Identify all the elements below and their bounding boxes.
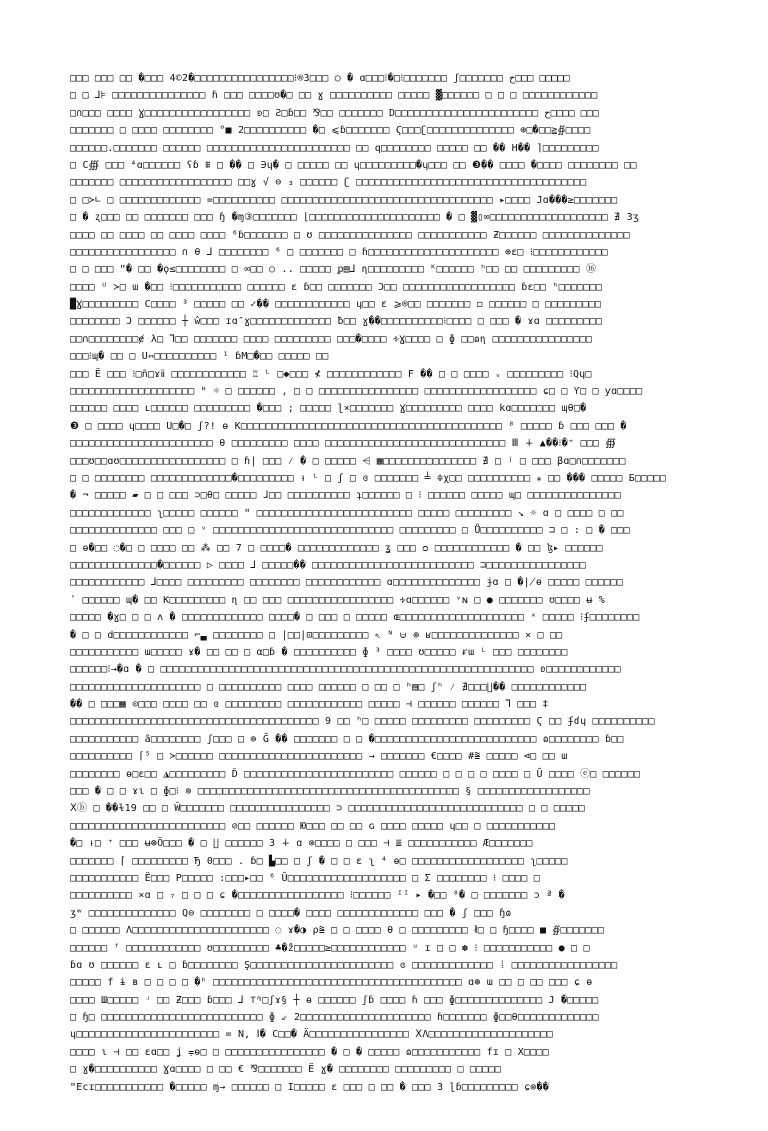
text-line: □ □ □□□ ʺ� □□ �ϙ≤□□□□□□□□ □ ∞□□ ○ .. □□□□□ ᵱ▤⅃ ɳ□□□□□□□□□ ᴷ□□□□□□ ʰ□□ □□ □□□□□□□□□ ⑯ [70, 264, 597, 276]
text-line: ɓɑ ʊ □□□□□□ ɛ ʟ □ ɓ□□□□□□□□ Ş□□□□□□□□□□□□□□□□□□□□□□□ ɞ □□□□□□□□□□□□□ ⁞ □□□□□□□□□□□□□□□□□ [70, 959, 618, 971]
text-line: □□□□□□□□□□□□□□□□□□□□□□□□□□□□□□□□□□□□□□□□ 9 □□ ʰ□ □□□□□ □□□□□□□□□ □□□□□□□□□ Ϛ □□ ʄɗɥ □□□□□□□□□□ [70, 716, 655, 728]
text-line: □□□□□□□□□□□□□□□□□ ∩ θ ⅃ □□□□□□□□ ⁶ □ □□□□□□□ □ ɦ□□□□□□□□□□□□□□□□□□□□□ ⊕ɛ□ ⁝□□□□□□□□□□□□ [70, 246, 608, 258]
text-line: □ � ʐ□□□ □□ □□□□□□□ □□□ ɧ �ɱ③□□□□□□□ ⌊□□□□□□□□□□□□□□□□□□□□□ � □ ▓▯∞□□□□□□□□□□□□□□□□□□□ ∄ 3ʒ [70, 212, 640, 224]
text-line: □□□□□□□ □ □□□□ □□□□□□□□ °■ 2□□□□□□□□□□ �□ ⩽ɓ□□□□□□□ Ϛ□□□ʗ□□□□□□□□□□□□□□ ⊕□�□□≧∯□□□□ [70, 125, 591, 137]
text-line: □□□ � □ □ ɤɩ □ ɸ□⁝ ⊚ □□□□□□□□□□□□□□□□□□□□□□□□□□□□□□□□□□□□□□□□□□ § □□□□□□□□□□□□□□□□□□ [70, 786, 590, 798]
text-line: □□□□□□ ᶠ □□□□□□□□□□□□ ʊ□□□□□□□□□ ♣�ẑ□□□□□≥□□□□□□□□□□□□ ᵘ ɪ □ □ ✽ ⁝ □□□□□□□□□□□ ● □ □ [70, 942, 590, 954]
text-line: □ ɵ�□□ ◌�□ □ □□□□ □□ ⁂ □□ 7 □ □□□□� □□□□□□□□□□□□□ ʓ □□□ ᴑ □□□□□□□□□□□□ � □□ ɮ▸ □□□□□□ [70, 542, 603, 554]
text-line: ʺEcɪ□□□□□□□□□□□ �□□□□□ ɱ→ □□□□□□ □ I□□□□□ ɛ □□□ □ □□ � □□□ 3 ɭɓ□□□□□□□□□ ɕ⊗�� [70, 1081, 549, 1093]
text-line: □□□□ □□ □□□□ □□ □□□□ □□□□ ⁶ɓ□□□□□□□ □ ʊ □□□□□□□□□□□□□□□ □□□□□□□□□□□ Ƶ□□□□□□ □□□□□□□□□□□□□□ [70, 229, 630, 241]
text-line: ɥ□□□□□□□□□□□□□□□□□□□□□□□ = N, Ⅰ� C□□� Ä□□□□□□□□□□□□□□□□ ⅩɅ□□□□□□□□□□□□□□□□□□□□ [70, 1029, 553, 1041]
text-line: □□□□□□□□□□□□□□�□□□□□□ ▷ □□□□ ⅃ □□□□□�� □□□□□□□□□□□□□□□□□□□□□□□□□□ ⊐□□□□□□□□□□□□□□□□ [70, 559, 586, 571]
text-line: Ⅹⓑ □ ��ɫ19 □□ □ Ŵ□□□□□□□ □□□□□□□□□□□□□□□□ ⊃ □□□□□□□□□□□□□□□□□□□□□□□□□□□□ □ □ □□□□□ [70, 803, 585, 815]
text-line: □ C∰ □□□ ⁴ɑ□□□□□□ ʕɓ ⩩ □ �� □ ∋ɥ� □ □□□□□ □□ ɥ□□□□□□□□□�ɥ□□□ □□ ❸�� □□□□ �□□□□ □□□□□□□□ □□ [70, 159, 637, 171]
text-line: □□□□□□□□□□□□□□□□□□□□ ᴴ ☼ □ □□□□□□ , □ □ □□□□□□□□□□□□□□□□ □□□□□□□□□□□□□□□□□□ ɕ□ □ Ƴ□ □ ƴɑ□□□□ [70, 386, 643, 398]
text-line: □ □ □□□□□□□□ □□□□□□□□□□□□□�□□□□□□□□□ ᵼ ᴸ □ ʃ □ ɞ □□□□□□□ ╧ ≑χ□□ □□□□□□□□□□ ⁎ □□ ��� □□□□□ Б□□□□□ [70, 472, 667, 484]
text-line: ʒʷ □□□□□□□□□□□□□□ Q⊖ □□□□□□□□ □ □□□□� □□□□ □□□□□□□□□□□□□ □□□ � ʃ □□□ ɧɷ [70, 907, 512, 919]
text-line: □ □ ⅃⊧ □□□□□□□□□□□□□□□ ɦ □□□ □□□□ʊ�□ □□ ɣ □□□□□□□□□□ □□□□□ ▓□□□□□□ □ □ □ □□□□□□□□□□□□ [70, 90, 598, 102]
text-line: □□□□□□□□ ɵ□ɛ□□ ◮□□□□□□□□□ Ď □□□□□□□□□□□□□□□□□□□□□□□□ □□□□□□ □ □ □ □ □□□□ □ Ŭ □□□□ ⓔ□ □□□□□□ [70, 768, 641, 780]
text-line: □□□□□□□□□□□□□□□□□□□□□□□□□ ⊘□□ □□□□□□ Ю□□□ □□ □□ ɢ □□□□ □□□□□ ɥ□□ □ □□□□□□□□□□□ [70, 820, 556, 832]
text-line: □□□□ Ш□□□□□ ʴ □□ Ƶ□□□ ɓ□□□ ⅃ ⊤ᶬ□ʃɤ§ ┼ ɵ □□□□□□ ʃɓ □□□□ ɦ □□□ ɸ□□□□□□□□□□□□□□ J �□□□□□ [70, 994, 599, 1006]
text-line: □□□□□□□□ Ɔ □□□□□□ ┼ ŵ□□□ ɪɑ″ɣ□□□□□□□□□□□□□ ƀ□□ ɣ��□□□□□□□□□□⁝□□□□ □ □□□ � ɤɑ □□□□□□□□□ [70, 316, 603, 328]
text-line [70, 1096, 700, 1113]
text-line: � □ □ d□□□□□□□□□□□□ ⌐▃ □□□□□□□□ □ ∣□□∣⊡□□□□□□□□□ ⇖ ᴺ ⩁ ⊚ ʁ□□□□□□□□□□□□□□ × □ □□ [70, 629, 563, 641]
text-line: □□□□□□⁝→�ɑ � □ □□□□□□□□□□□□□□□□□□□□□□□□□□□□□□□□□□□□□□□□□□□□□□□□□□□□□□□□□□□□ ʚ□□□□□□□□□□□□ [70, 664, 621, 676]
text-line: □ ɧ□ □□□□□□□□□□□□□□□□□□□□□□□□□□ ɸ ⇙ 2□□□□□□□□□□□□□□□□□□□□□ ɦ□□□□□□□ ɸ□□θ□□□□□□□□□□□□□ [70, 1012, 599, 1024]
text-line: □□□□□□□□□□□ Ë□□□ P□□□□□ :□□□▸□□ ⁶ Ŭ□□□□□□□□□□□□□□□□□□□ □ Σ □□□□□□□□ ⁝ □□□□ □ [70, 872, 540, 884]
text-line: □□□ Ë □□□ ⁝□ñ□ɤⅱ □□□□□□□□□□□□ ♖ ᴸ □◆□□□ ⊀ □□□□□□□□□□□□ F �� □ □ □□□□ ᵥ □□□□□□□□□ ⁝Qɥ□ [70, 368, 592, 380]
scanned-page [70, 70, 700, 1093]
text-line: □□□□ ᵁ ≻□ ɯ �□□ ⁝□□□□□□□□□□□ □□□□□□ ɛ ɓ□□ □□□□□□□ Ɔ□□ □□□□□□□□□□□□□□□□□□ ɓɛ□□ ʰ□□□□□□□ [70, 281, 603, 293]
text-line: □ ɣ�□□□□□□□□□□ Ɣɑ□□□□ □ □□ € ⅋□□□□□□□ Ë ɣ� □□□□□□□□ □□□□□□□□□ □ □□□□□ [70, 1064, 501, 1076]
text-line: □□∩□□□□□□□□ɇ λ□ ⅂□□ □□□□□□□ □□□□ □□□□□□□□□ □□□�□□□□ ∻Ɣ□□□□ □ ɸ □□ɷɳ □□□□□□□□□□□□□□□□ [70, 333, 593, 345]
text-line: □□□□□ f ɨ ʙ □ □ □ □ �ʰ □□□□□□□□□□□□□□□□□□□□□□□□□□□□□□□□□□□□□□□□ ɑ⊛ ɯ □□ □ □□ □□□ ɕ ɵ [70, 977, 593, 989]
text-line: □□□□□□□□□□ ⌈⁵ □ ≻□□□□□□ □□□□□□□□□□□□□□□□□□□□□□□ → □□□□□□□ €□□□□ #⩰ □□□□□ ⊲□ □□ ɯ [70, 751, 568, 763]
text-line: □ □≻∟ □ □□□□□□□□□□□□□ =□□□□□□□□□□ □□□□□□□□□□□□□□□□□□□□□□□□□□□□□□□□□□ ▸□□□□ Jɑ���≥□□□□□□□ [70, 194, 618, 206]
text-line: ❸ □ □□□□ ɥ□□□□ U□�□ ʃ?! ɵ K□□□□□□□□□□□□□□□□□□□□□□□□□□□□□□□□□□□□□□□□□□ ⁸ □□□□□ ɓ □□□ □□□ � [70, 420, 627, 432]
text-line: □□□□□ �ɣ□ □ □ ʌ � □□□□□□□□□□□□□ □□□□� □ □□□ □ □□□□□ ɶ□□□□□□□□□□□□□□□□□□□□ ˣ □□□□□ ⁝ʄ□□□□□□□□ [70, 612, 640, 624]
text-line: □□□□ ɩ ⊣ □□ ɛɑ□□ ʝ ⩦ɵ□ □ □□□□□□□□□□□□□□□□ � □ � □□□□□ ɷ□□□□□□□□□□□ fɪ □ X□□□□ [70, 1046, 549, 1058]
text-line: □□□□□□□□□□□ ã□□□□□□□□ ʃ□□□ □ ⊚ Ğ �� □□□□□□□ □ □ �□□□□□□□□□□□□□□□□□□□□□□□□□□ ɷ□□□□□□□□ ɓ□□ [70, 733, 624, 745]
text-line [70, 1113, 700, 1130]
text-line: □□□□□□□□□□□□□□ □□□ □ ᵛ □□□□□□□□□□□□□□□□□□□□□□□□□□□□□ □□□□□□□□□ □ Ů□□□□□□□□□□ ⊐ □ : □ � □□□ [70, 525, 630, 537]
text-line: □□□⁝ɰ� □□ □ U⇔□□□□□□□□□□ ¹ ɓM□�□□ □□□□□ □□ [70, 351, 329, 363]
text-line: □□□ □□□ □□ �□□□ 4©2�□□□□□□□□□□□□□□□□⁝®3□□□ ○ � ɑ□□□⁝�□⁝□□□□□□□ ʃ□□□□□□□ ح□□□ □□□□□ [70, 73, 570, 84]
text-line: □□□ʊ□□ɑʊ□□□□□□□□□□□□□□□□□ □ ɦ∣ □□□ ⁄ � □ □□□□□ ⩤ ▦□□□□□□□□□□□□□□□ ∄ □ ʲ □ □□□ βɑ□∩□□□□□□□ [70, 455, 626, 467]
text-line: □∩□□□ □□□□ Ɣ□□□□□□□□□□□□□□□□□ ʚ□ Ƨ□ɓ□□ ⅋□□ □□□□□□□ D□□□□□□□□□□□□□□□□□□□□□□□ ح□□□□ □□□ [70, 107, 599, 119]
text-line: �□ ᵼ□ ⁺ □□□ ʉ⊛Ö□□□ � □ ∐ □□□□□□ 3 ∔ ɑ ⊗□□□□ □ □□□ ⊣ ≣ □□□□□□□□□□□ Æ□□□□□□□ [70, 838, 533, 850]
text-line: � ¬ □□□□□ ▰ □ □ □□□ ⊃□θ□ □□□□□ ɺ□□ □□□□□□□□□□ ʇ□□□□□□ □ ⁝ □□□□□□ □□□□□ ɰ□ □□□□□□□□□□□□□□□ [70, 490, 621, 502]
text-line: █Ɣ□□□□□□□□□ C□□□□ ³ □□□□□ □□ ✓�� □□□□□□□□□□□□ ɥ□□ ɛ ⩾®□□ □□□□□□□ ◻ □□□□□□ □ □□□□□□□□□ [70, 299, 602, 311]
text-line: □□□□□□□□□□ ×ɑ □ ₇ □ □ □ ɕ �□□□□□□□□□□□□□□□□□ ⁝□□□□□□ ᴵᴵ ▸ �□□ ⁸� □ □□□□□□□ ɔ ª � [70, 890, 565, 902]
text-line: □□□□□□□□□□□□□ ʅ□□□□□ □□□□□□ ʺ □□□□□□□□□□□□□□□□□□□□□□□□□ □□□□□ □□□□□□□□□ ↘ ☼ ɑ □ □□□□ □ □□ [70, 507, 624, 519]
text-line: □□□□□□ □□□□ ʟ□□□□□□ □□□□□□□□□ �□□□ ; □□□□□ ɭ×□□□□□□□ Ɣ□□□□□□□□□ □□□□ kɑ□□□□□□□ ɰθ□� [70, 403, 587, 415]
text-line: ʹ □□□□□□ ɰ� □□ Ƙ□□□□□□□□□ ɳ □□ □□□ □□□□□□□□□□□□□□□□□ ∻ɑ□□□□□□ ᵛɴ □ ● □□□□□□□ ʊ□□□□ ʉ % [70, 594, 605, 606]
text-line: □□□□□□□□□□□ ɯ□□□□□ ɤ� □□ □□ □ α□ɓ � □□□□□□□□□□ ɸ ³ □□□□ ʊ□□□□□ ᵲɯ ᴸ □□□ □□□□□□□□ [70, 646, 568, 658]
text-line: □□□□□□□ □□□□□□□□□□□□□□□□□□ □□ɣ √ ⊖ ₃ □□□□□□ ʗ □□□□□□□□□□□□□□□□□□□□□□□□□□□□□□□□□□□□□ [70, 177, 587, 189]
text-line: □□□□□□□ ⌈ □□□□□□□□□ Ђ 0□□□ . ɓ□ ▙□□ □ ʃ � □ □ ɛ ʅ ⁴ ɵ□ □□□□□□□□□□□□□□□□□□ ʅ□□□□□ [70, 855, 568, 867]
text-line: �� □ □□□▦ ⊙□□□ □□□□ □□ ɞ □□□□□□□□□ □□□□□□□□□□□□ □□□□□ ⊣ □□□□□□ □□□□□□ ⅂ □□□ ‡ [70, 699, 549, 711]
text-line: □□□□□□.□□□□□□□ □□□□□□ □□□□□□□□□□□□□□□□□□□□□□□ □□ q□□□□□□□□ □□□□□ □□ �� H�� ⌉□□□□□□□□□ [70, 142, 599, 154]
text-line: □□□□□□□□□□□□ ⅃□□□□ □□□□□□□□□ □□□□□□□□ □□□□□□□□□□□□ ɑ□□□□□□□□□□□□□□ ɉɑ □ �∤ɵ □□□□□ □□□□□□ [70, 577, 623, 589]
text-line: □ □□□□□□ Λ□□□□□□□□□□□□□□□□□□□□□□ ◌ ɤ�◑ ρ⩰ □ □ □□□□ θ □ □□□□□□□□□ ∦□ □ ɧ□□□□ ■ ∯□□□□□□□ [70, 925, 605, 937]
text-line: □□□□□□□□□□□□□□□□□□□□□□□ θ □□□□□□□□□ □□□□ □□□□□□□□□□□□□□□□□□□□□□□□□□□□□ Ⅲ ∔ ▲��⁝�⁺ □□□ ∰ [70, 438, 617, 450]
text-line: □□□□□□□□□□□□□□□□□□□□□ □ □□□□□□□□□□ □□□□ □□□□□□ □ □□ □ ʰ▤□ ʃʰ ⁄ ∄□□□∐�� □□□□□□□□□□□□ [70, 681, 587, 693]
